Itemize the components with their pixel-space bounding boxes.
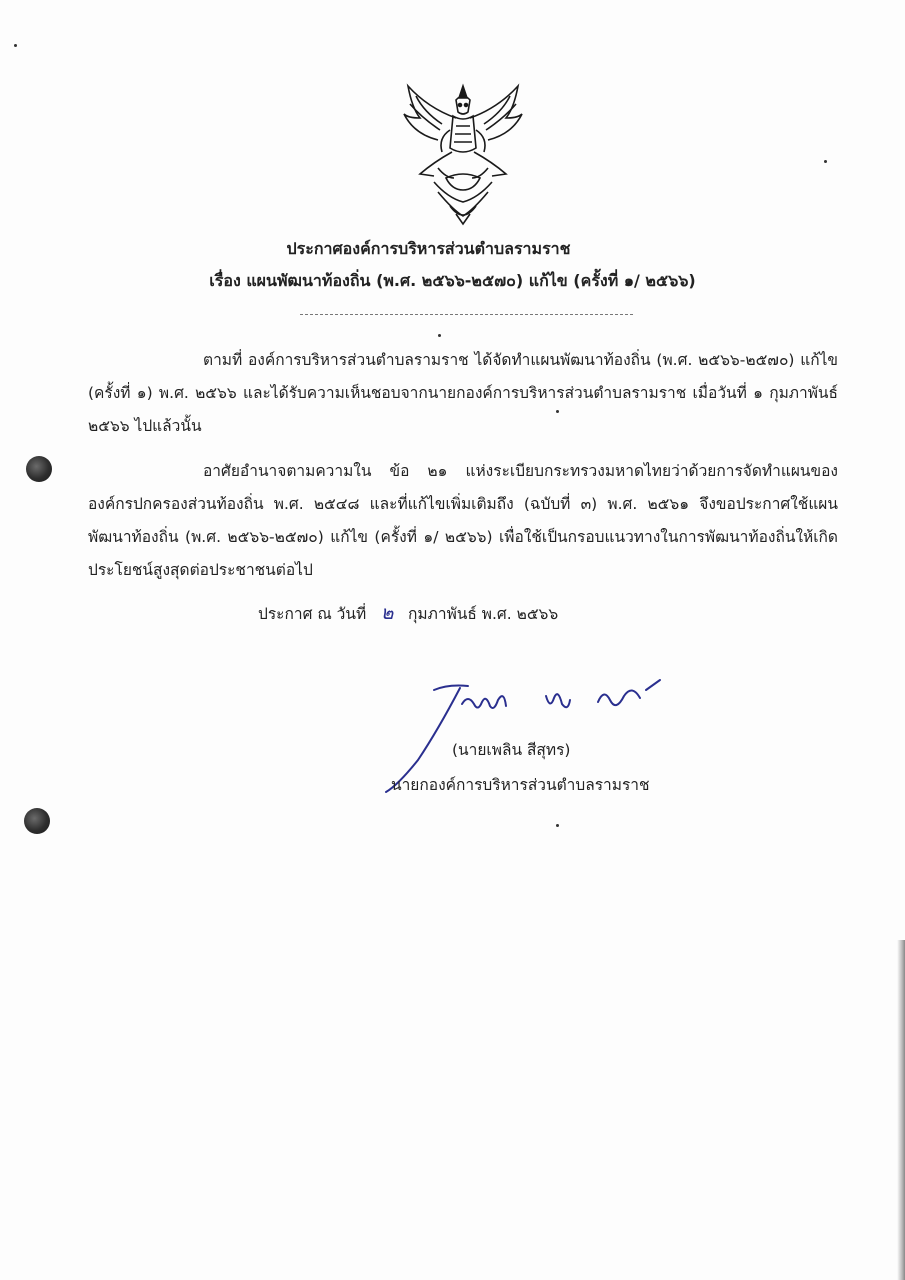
paragraph-authority: อาศัยอำนาจตามความใน ข้อ ๒๑ แห่งระเบียบกระทรวงมหาดไทยว่าด้วยการจัดทำแผนขององค์กรปกครองส่วนท้องถิ่น พ.ศ. ๒๕๔๘ และที่แก้ไขเพิ่มเติมถึง (ฉบับที่ ๓) พ.ศ. ๒๕๖๑ จึงขอประกาศใช้แผนพัฒนาท้องถิ่น (พ.ศ. ๒๕๖๖-๒๕๗๐) แก้ไข (ครั้งที่ ๑/ ๒๕๖๖) เพื่อใช้เป็นกรอบแนวทางในการพัฒนาท้องถิ่นให้เกิดประโยชน์สูงสุดต่อประชาชนต่อไป [88,462,838,579]
paragraph-background: ตามที่ องค์การบริหารส่วนตำบลรามราช ได้จัดทำแผนพัฒนาท้องถิ่น (พ.ศ. ๒๕๖๖-๒๕๗๐) แก้ไข (ครั้งที่ ๑) พ.ศ. ๒๕๖๖ และได้รับความเห็นชอบจากนายกองค์การบริหารส่วนตำบลรามราช เมื่อวันที่ ๑ กุมภาพันธ์ ๒๕๖๖ ไปแล้วนั้น [88,351,838,435]
punch-hole [24,808,50,834]
date-day-handwritten: ๒ [380,602,394,624]
scan-speck [556,410,559,413]
page-edge-shadow [897,940,905,1280]
signer-title: นายกองค์การบริหารส่วนตำบลรามราช [391,776,650,794]
scan-speck [556,824,559,827]
announcement-subject: เรื่อง แผนพัฒนาท้องถิ่น (พ.ศ. ๒๕๖๖-๒๕๗๐) แก้ไข (ครั้งที่ ๑/ ๒๕๖๖) [209,271,696,290]
signer-name: (นายเพลิน สีสุทร) [452,741,571,759]
date-prefix: ประกาศ ณ วันที่ [258,605,367,623]
date-suffix: กุมภาพันธ์ พ.ศ. ๒๕๖๖ [408,605,559,623]
scan-speck [824,160,827,163]
punch-hole [26,456,52,482]
title-divider [300,314,633,315]
announcement-title: ประกาศองค์การบริหารส่วนตำบลรามราช [286,239,571,258]
garuda-emblem-icon [398,78,528,228]
announcement-date [258,597,558,631]
scan-speck [14,44,17,47]
scan-speck [438,334,441,337]
